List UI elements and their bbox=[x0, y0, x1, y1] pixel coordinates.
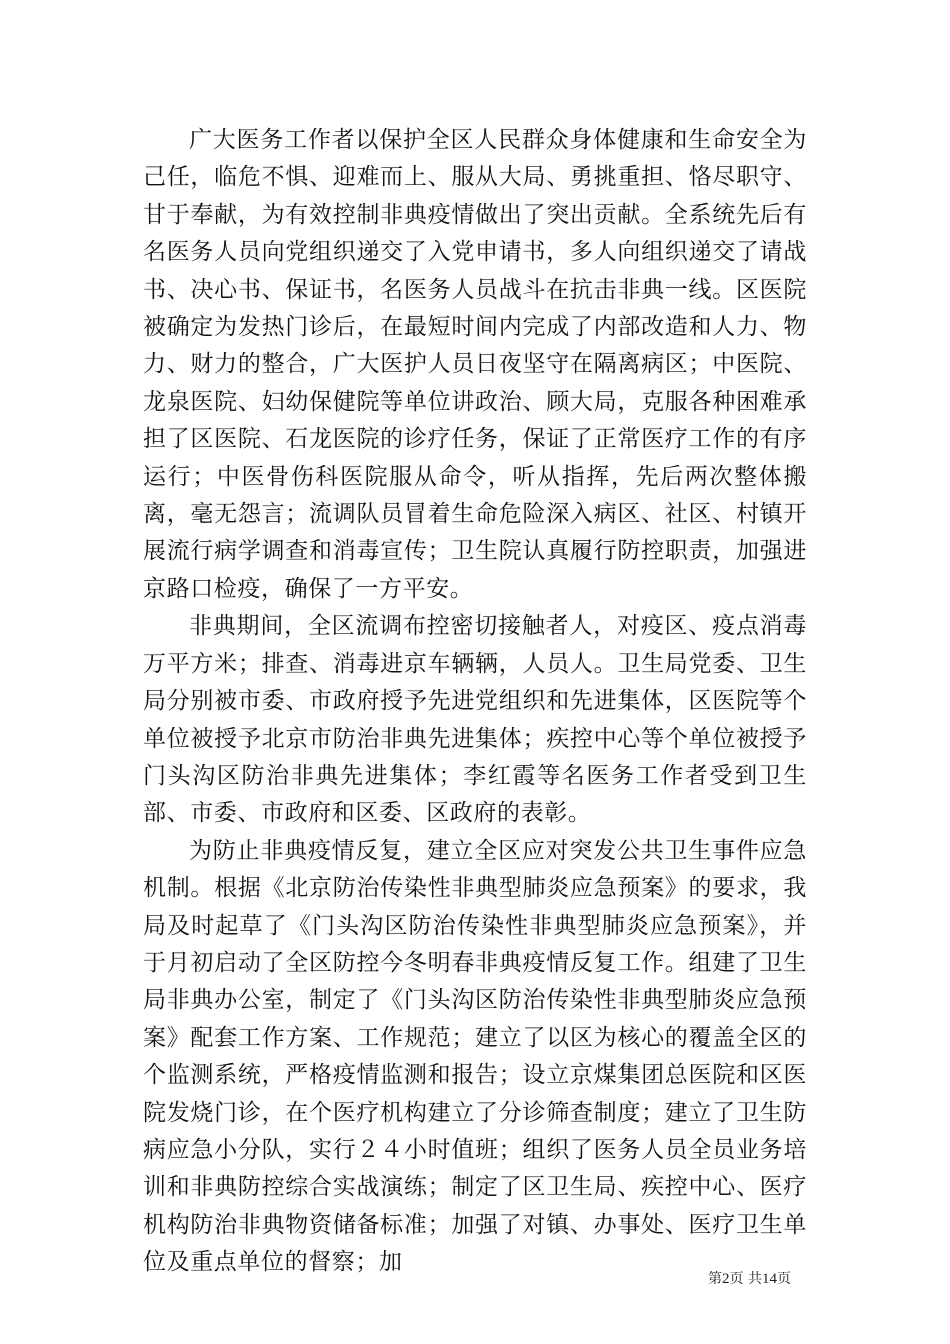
footer-suffix: 页 bbox=[776, 1271, 791, 1287]
footer-current-page: 2 bbox=[722, 1271, 730, 1287]
paragraph-2: 非典期间，全区流调布控密切接触者人，对疫区、疫点消毒万平方米；排查、消毒进京车辆辆，人员人。卫生局党委、卫生局分别被市委、市政府授予先进党组织和先进集体，区医院等个单位被授予北京市防治非典先进集体；疾控中心等个单位被授予门头沟区防治非典先进集体；李红霞等名医务工作者受到卫生部、市委、市政府和区委、区政府的表彰。 bbox=[143, 613, 807, 827]
footer-prefix: 第 bbox=[708, 1271, 722, 1287]
footer-middle: 页 共 bbox=[729, 1271, 762, 1287]
footer-total-pages: 14 bbox=[761, 1271, 777, 1287]
body-text bbox=[143, 122, 807, 1282]
paragraph-1: 广大医务工作者以保护全区人民群众身体健康和生命安全为己任，临危不惧、迎难而上、服从大局、勇挑重担、恪尽职守、甘于奉献，为有效控制非典疫情做出了突出贡献。全系统先后有名医务人员向党组织递交了入党申请书，多人向组织递交了请战书、决心书、保证书，名医务人员战斗在抗击非典一线。区医院被确定为发热门诊后，在最短时间内完成了内部改造和人力、物力、财力的整合，广大医护人员日夜坚守在隔离病区；中医院、龙泉医院、妇幼保健院等单位讲政治、顾大局，克服各种困难承担了区医院、石龙医院的诊疗任务，保证了正常医疗工作的有序运行；中医骨伤科医院服从命令，听从指挥，先后两次整体搬离，毫无怨言；流调队员冒着生命危险深入病区、社区、村镇开展流行病学调查和消毒宣传；卫生院认真履行防控职责，加强进京路口检疫，确保了一方平安。 bbox=[143, 127, 807, 602]
page-footer bbox=[708, 1268, 791, 1288]
paragraph-3: 为防止非典疫情反复，建立全区应对突发公共卫生事件应急机制。根据《北京防治传染性非典型肺炎应急预案》的要求，我局及时起草了《门头沟区防治传染性非典型肺炎应急预案》，并于月初启动了全区防控今冬明春非典疫情反复工作。组建了卫生局非典办公室，制定了《门头沟区防治传染性非典型肺炎应急预案》配套工作方案、工作规范；建立了以区为核心的覆盖全区的个监测系统，严格疫情监测和报告；设立京煤集团总医院和区医院发烧门诊，在个医疗机构建立了分诊筛查制度；建立了卫生防病应急小分队，实行２４小时值班；组织了医务人员全员业务培训和非典防控综合实战演练；制定了区卫生局、疾控中心、医疗机构防治非典物资储备标准；加强了对镇、办事处、医疗卫生单位及重点单位的督察；加 bbox=[143, 837, 807, 1276]
